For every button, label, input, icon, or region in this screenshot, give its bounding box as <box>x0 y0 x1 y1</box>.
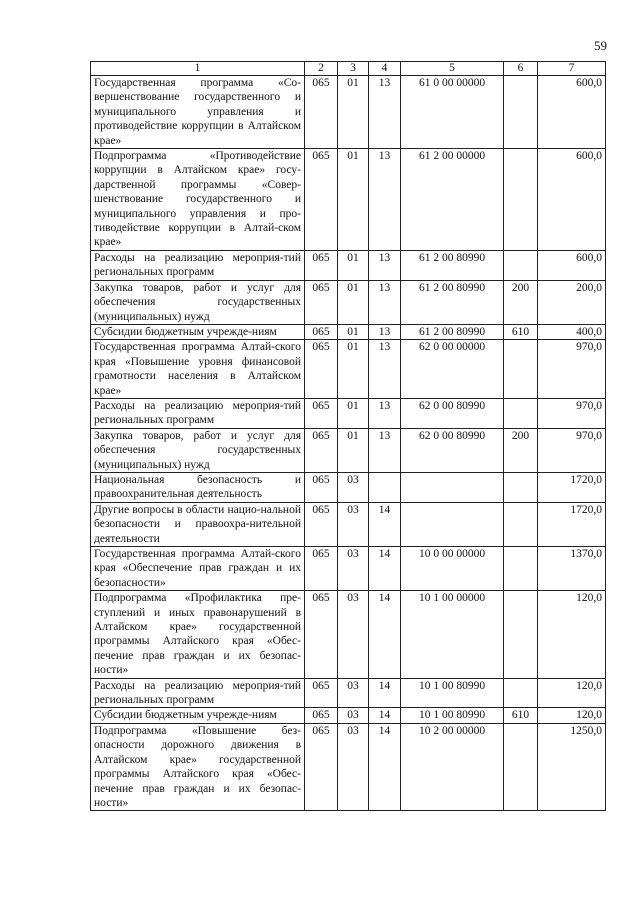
row-col-2: 065 <box>305 340 338 399</box>
col-header-4: 4 <box>369 62 401 76</box>
table-row <box>91 428 606 472</box>
row-col-4: 13 <box>369 149 401 251</box>
table-row <box>91 502 606 546</box>
budget-table <box>90 61 606 811</box>
row-col-3: 03 <box>338 723 369 810</box>
row-col-2: 065 <box>305 250 338 280</box>
table-row <box>91 591 606 678</box>
row-col-3: 01 <box>338 250 369 280</box>
row-name: Расходы на реализацию мероприя-тий региональных программ <box>91 678 305 708</box>
row-col-6: 200 <box>504 280 538 324</box>
row-col-3: 03 <box>338 708 369 723</box>
row-amount: 1720,0 <box>538 472 606 502</box>
page-number: 59 <box>594 38 607 53</box>
table-row <box>91 723 606 810</box>
header-row <box>91 62 606 76</box>
row-col-3: 01 <box>338 340 369 399</box>
row-amount: 600,0 <box>538 250 606 280</box>
row-col-5: 61 0 00 00000 <box>401 76 504 149</box>
row-col-4: 14 <box>369 591 401 678</box>
row-col-2: 065 <box>305 708 338 723</box>
row-col-5: 62 0 00 00000 <box>401 340 504 399</box>
row-col-4: 14 <box>369 547 401 591</box>
row-col-2: 065 <box>305 398 338 428</box>
row-col-5 <box>401 472 504 502</box>
table-row <box>91 149 606 251</box>
row-col-6: 610 <box>504 708 538 723</box>
row-amount: 400,0 <box>538 324 606 339</box>
row-amount: 200,0 <box>538 280 606 324</box>
row-col-2: 065 <box>305 502 338 546</box>
row-col-5: 61 2 00 80990 <box>401 280 504 324</box>
table-row <box>91 708 606 723</box>
row-col-4: 13 <box>369 280 401 324</box>
table-row <box>91 76 606 149</box>
table-row <box>91 472 606 502</box>
row-col-3: 01 <box>338 324 369 339</box>
row-col-3: 01 <box>338 280 369 324</box>
row-amount: 120,0 <box>538 708 606 723</box>
row-name: Подпрограмма «Профилактика пре-ступлений и иных правонарушений в Алтайском крае» государственной программы Алтайского края «Обес-печение прав граждан и их безопас-ности» <box>91 591 305 678</box>
row-col-3: 03 <box>338 502 369 546</box>
row-col-5: 61 2 00 00000 <box>401 149 504 251</box>
row-col-6 <box>504 502 538 546</box>
row-amount: 600,0 <box>538 149 606 251</box>
row-col-2: 065 <box>305 678 338 708</box>
row-name: Государственная программа «Со-вершенствование государственного и муниципального управления и противодействие коррупции в Алтайском крае» <box>91 76 305 149</box>
row-col-2: 065 <box>305 547 338 591</box>
row-col-6 <box>504 149 538 251</box>
table-row <box>91 398 606 428</box>
row-col-5: 61 2 00 80990 <box>401 250 504 280</box>
row-col-6 <box>504 398 538 428</box>
row-col-2: 065 <box>305 324 338 339</box>
row-name: Расходы на реализацию мероприя-тий региональных программ <box>91 250 305 280</box>
row-col-5: 10 2 00 00000 <box>401 723 504 810</box>
row-col-6 <box>504 250 538 280</box>
row-col-5 <box>401 502 504 546</box>
row-col-3: 03 <box>338 472 369 502</box>
row-amount: 970,0 <box>538 428 606 472</box>
row-col-6: 610 <box>504 324 538 339</box>
row-amount: 1250,0 <box>538 723 606 810</box>
table-row <box>91 547 606 591</box>
row-name: Субсидии бюджетным учрежде-ниям <box>91 324 305 339</box>
row-name: Закупка товаров, работ и услуг для обеспечения государственных (муниципальных) нужд <box>91 428 305 472</box>
table-row <box>91 280 606 324</box>
row-name: Подпрограмма «Противодействие коррупции в Алтайском крае» госу-дарственной программы «Совер-шенствование государственного и муниципального управления и про-тиводействие коррупции в Алтай-ском крае» <box>91 149 305 251</box>
row-col-2: 065 <box>305 723 338 810</box>
row-name: Субсидии бюджетным учрежде-ниям <box>91 708 305 723</box>
col-header-1: 1 <box>91 62 305 76</box>
row-col-5: 10 0 00 00000 <box>401 547 504 591</box>
row-name: Расходы на реализацию мероприя-тий региональных программ <box>91 398 305 428</box>
row-col-5: 61 2 00 80990 <box>401 324 504 339</box>
row-col-5: 62 0 00 80990 <box>401 398 504 428</box>
row-col-5: 62 0 00 80990 <box>401 428 504 472</box>
row-col-2: 065 <box>305 149 338 251</box>
row-col-4: 14 <box>369 723 401 810</box>
row-amount: 600,0 <box>538 76 606 149</box>
col-header-7: 7 <box>538 62 606 76</box>
row-col-5: 10 1 00 80990 <box>401 708 504 723</box>
col-header-5: 5 <box>401 62 504 76</box>
row-col-4: 13 <box>369 324 401 339</box>
row-col-2: 065 <box>305 76 338 149</box>
row-col-4: 13 <box>369 250 401 280</box>
row-col-4: 13 <box>369 340 401 399</box>
row-col-3: 01 <box>338 76 369 149</box>
row-col-6 <box>504 591 538 678</box>
table-row <box>91 678 606 708</box>
row-col-3: 01 <box>338 149 369 251</box>
row-amount: 1720,0 <box>538 502 606 546</box>
row-col-4: 14 <box>369 708 401 723</box>
row-col-2: 065 <box>305 591 338 678</box>
col-header-6: 6 <box>504 62 538 76</box>
row-col-4 <box>369 472 401 502</box>
table-row <box>91 324 606 339</box>
row-col-4: 14 <box>369 678 401 708</box>
row-name: Государственная программа Алтай-ского края «Обеспечение прав граждан и их безопасности» <box>91 547 305 591</box>
row-col-6 <box>504 76 538 149</box>
row-col-6 <box>504 678 538 708</box>
row-name: Национальная безопасность и правоохранительная деятельность <box>91 472 305 502</box>
row-col-3: 03 <box>338 547 369 591</box>
row-amount: 970,0 <box>538 340 606 399</box>
row-col-6 <box>504 472 538 502</box>
row-name: Подпрограмма «Повышение без-опасности дорожного движения в Алтайском крае» государственной программы Алтайского края «Обес-печение прав граждан и их безопас-ности» <box>91 723 305 810</box>
row-amount: 970,0 <box>538 398 606 428</box>
table-row <box>91 340 606 399</box>
row-amount: 120,0 <box>538 678 606 708</box>
row-col-4: 13 <box>369 76 401 149</box>
row-name: Государственная программа Алтай-ского края «Повышение уровня финансовой грамотности населения в Алтайском крае» <box>91 340 305 399</box>
row-col-3: 01 <box>338 398 369 428</box>
row-amount: 1370,0 <box>538 547 606 591</box>
row-amount: 120,0 <box>538 591 606 678</box>
row-col-2: 065 <box>305 428 338 472</box>
table-row <box>91 250 606 280</box>
row-col-5: 10 1 00 00000 <box>401 591 504 678</box>
row-col-6: 200 <box>504 428 538 472</box>
row-col-2: 065 <box>305 472 338 502</box>
row-col-5: 10 1 00 80990 <box>401 678 504 708</box>
row-name: Закупка товаров, работ и услуг для обеспечения государственных (муниципальных) нужд <box>91 280 305 324</box>
row-name: Другие вопросы в области нацио-нальной безопасности и правоохра-нительной деятельности <box>91 502 305 546</box>
row-col-6 <box>504 723 538 810</box>
row-col-3: 03 <box>338 591 369 678</box>
row-col-2: 065 <box>305 280 338 324</box>
col-header-3: 3 <box>338 62 369 76</box>
row-col-6 <box>504 547 538 591</box>
row-col-3: 03 <box>338 678 369 708</box>
row-col-4: 13 <box>369 398 401 428</box>
row-col-4: 14 <box>369 502 401 546</box>
col-header-2: 2 <box>305 62 338 76</box>
row-col-6 <box>504 340 538 399</box>
row-col-4: 13 <box>369 428 401 472</box>
row-col-3: 01 <box>338 428 369 472</box>
